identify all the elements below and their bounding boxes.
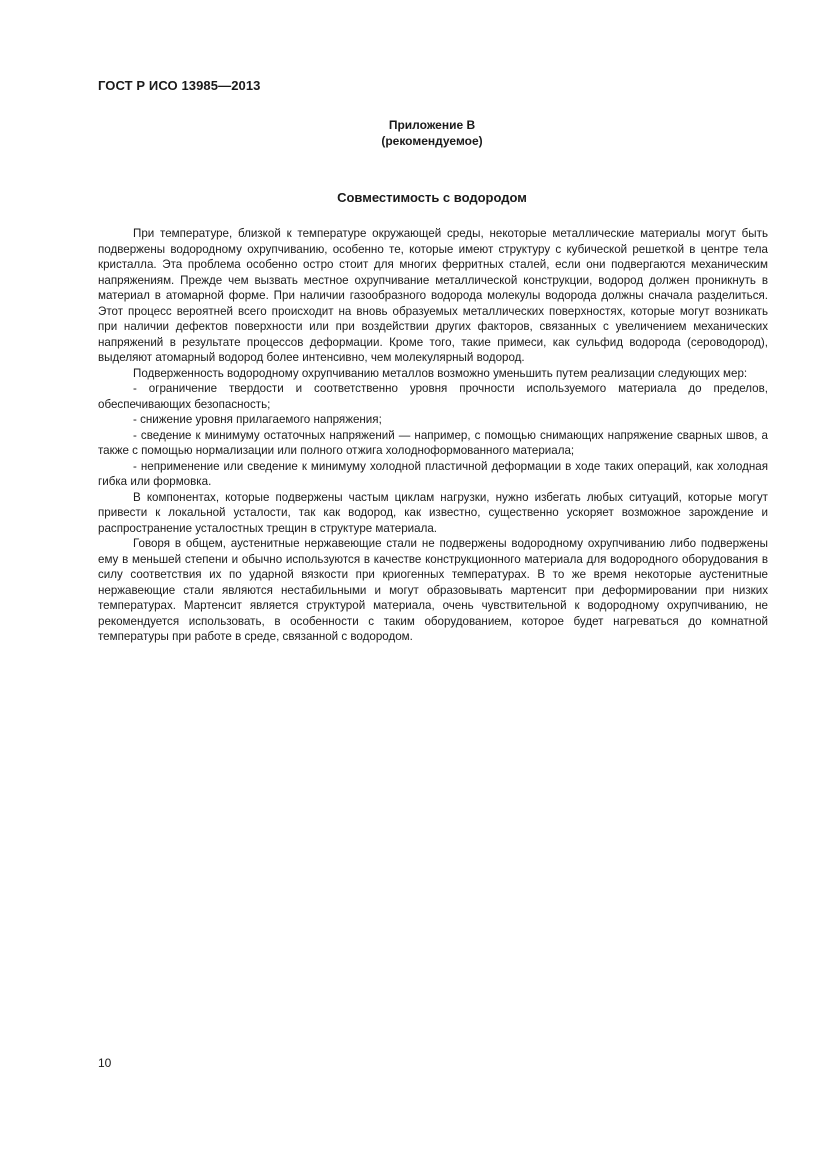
section-title: Совместимость с водородом [337, 190, 527, 205]
paragraph-austenitic: Говоря в общем, аустенитные нержавеющие стали не подвержены водородному охрупчиванию либо подвержены ему в меньшей степени и обычно используются в качестве конструкционного материала для водородного оборудования в силу соответствия их по ударной вязкости при криогенных температурах. В то же время некоторые аустенитные нержавеющие стали являются нестабильными и могут образовывать мартенсит при деформировании при низких температурах. Мартенсит является структурой материала, очень чувствительной к водородному охрупчиванию, не рекомендуется использовать, в особенности с таким оборудованием, которое будет нагреваться до комнатной температуры при работе в среде, связанной с водородом. [98, 537, 768, 643]
paragraph-fatigue: В компонентах, которые подвержены частым циклам нагрузки, нужно избегать любых ситуаций, которые могут привести к локальной усталости, так как водород, как известно, существенно ускоряет возможное зарождение и распространение усталостных трещин в структуре материала. [98, 490, 768, 535]
document-code: ГОСТ Р ИСО 13985—2013 [98, 78, 261, 93]
paragraph-intro: При температуре, близкой к температуре окружающей среды, некоторые металлические материалы могут быть подвержены водородному охрупчиванию, особенно те, которые имеют структуру с кубической решеткой в центре тела кристалла. Эта проблема особенно остро стоит для многих ферритных сталей, если они подвергаются механическим напряжениям. Прежде чем вызвать местное охрупчивание металлической конструкции, водород должен проникнуть в материал в атомарной форме. При наличии газообразного водорода молекулы водорода должны сначала разделиться. Этот процесс вероятней всего происходит на вновь образуемых металлических поверхностях, которые могут возникать при наличии дефектов поверхности или при воздействии других факторов, связанных с увеличением механических напряжений в результате процессов деформации. Кроме того, такие примеси, как сульфид водорода (сероводород), выделяют атомарный водород более интенсивно, чем молекулярный водород. [98, 227, 768, 364]
paragraph-measures-intro: Подверженность водородному охрупчиванию металлов возможно уменьшить путем реализации следующих мер: [133, 366, 748, 380]
page-number: 10 [98, 1056, 112, 1070]
list-item-stress: - снижение уровня прилагаемого напряжения; [133, 413, 382, 426]
document-body [98, 226, 768, 645]
appendix-title: Приложение В [388, 118, 476, 132]
appendix-type: (рекомендуемое) [381, 134, 483, 148]
list-item-cold-deformation: - неприменение или сведение к минимуму холодной пластичной деформации в ходе таких операций, как холодная гибка или формовка. [98, 459, 768, 488]
list-item-residual-stress: - сведение к минимуму остаточных напряжений — например, с помощью снимающих напряжение сварных швов, а также с помощью нормализации или полного отжига холоднoформованного материала; [98, 428, 768, 457]
list-item-hardness: - ограничение твердости и соответственно уровня прочности используемого материала до пределов, обеспечивающих безопасность; [98, 382, 768, 411]
